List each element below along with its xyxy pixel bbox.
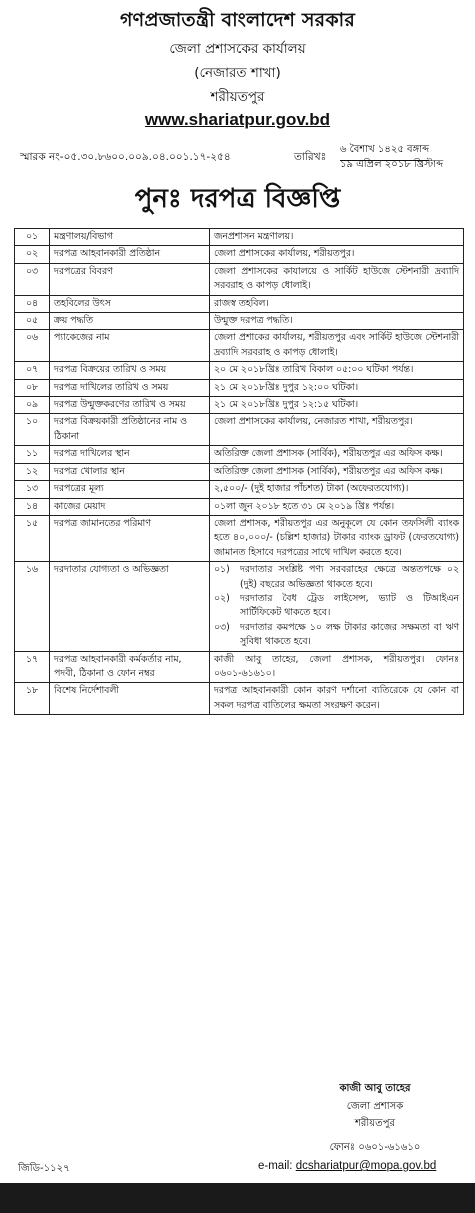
- website-link[interactable]: www.shariatpur.gov.bd: [144, 110, 331, 129]
- row-item: প্যাকেজের নাম: [50, 330, 210, 362]
- bottom-dark-bar: [0, 1183, 475, 1213]
- row-item: কাজের মেয়াদ: [50, 498, 210, 515]
- row-detail: রাজস্ব তহবিল।: [210, 295, 464, 312]
- row-serial: ১৬: [15, 562, 50, 651]
- row-item: দরপত্র আহবানকারী কর্মকর্তার নাম, পদবী, ঠিকানা ও ফোন নম্বর: [50, 651, 210, 683]
- memo-number: স্মারক নং-০৫.৩০.৮৬০০.০০৯.০৪.০০১.১৭-২৫৪: [20, 151, 231, 163]
- tender-details-table: [14, 228, 464, 715]
- row-detail: দরপত্র আহবানকারী কোন কারণ দর্শানো ব্যতিরেকে যে কোন বা সকল দরপত্র বাতিলের ক্ষমতা সংরক্ষণ করেন।: [210, 683, 464, 715]
- date-label: তারিখঃ: [294, 151, 327, 163]
- table-row: [15, 515, 464, 561]
- row-detail: জেলা প্রশাকের কার্যালয়, শরীয়তপুর এবং সার্কিট হাউজে স্টেশনারী দ্রব্যাদি সরবরাহ ও কাপড় ধোলাই।: [210, 330, 464, 362]
- row-item: ক্রয় পদ্ধতি: [50, 313, 210, 330]
- qualification-item: [214, 563, 459, 592]
- qualification-text: দরদাতার সংশ্লিষ্ট পণ্য সরবরাহের ক্ষেত্রে অন্ততপক্ষে ০২ (দুই) বছরের অভিজ্ঞতা থাকতে হবে।: [240, 564, 459, 590]
- qualification-text: দরদাতার কমপক্ষে ১০ লক্ষ টাকার কাজের সক্ষমতা বা ঋণ সুবিধা থাকতে হবে।: [240, 621, 459, 648]
- row-detail: জেলা প্রশাসকের কার্যালয়, নেজারত শাখা, শরীয়তপুর।: [210, 414, 464, 446]
- row-item: মন্ত্রণালয়/বিভাগ: [50, 229, 210, 246]
- row-detail: ০১লা জুন ২০১৮ হতে ৩১ মে ২০১৯ খ্রিঃ পর্যন্ত।: [210, 498, 464, 515]
- table-row: [15, 414, 464, 446]
- row-detail: জেলা প্রশাসকের কার্যালয়, শরীয়তপুর।: [210, 246, 464, 263]
- row-item: দরপত্র বিক্রয়ের তারিখ ও সময়: [50, 362, 210, 379]
- row-detail: জেলা প্রশাসক, শরীয়তপুর এর অনুকূলে যে কোন তফসিলী ব্যাংক হতে ৪০,০০০/- (চল্লিশ হাজার) টাকার ব্যাংক ড্রাফট (ফেরতযোগ্য) জামানত হিসাবে দরপত্রের সাথে দাখিল করতে হবে।: [210, 515, 464, 561]
- row-detail-qualifications: [210, 562, 464, 651]
- row-detail: কাজী আবু তাহের, জেলা প্রশাসক, শরীয়তপুর। ফোনঃ ০৬০১-৬১৬১০।: [210, 651, 464, 683]
- table-row: [15, 362, 464, 379]
- row-serial: ১০: [15, 414, 50, 446]
- table-row: [15, 229, 464, 246]
- row-detail: জেলা প্রশাসকের কাযালয়ে ও সার্কিট হাউজে স্টেশনারী দ্রব্যাদি সরবরাহ ও কাপড় ধোলাই।: [210, 263, 464, 295]
- row-detail: জনপ্রশাসন মন্ত্রণালয়।: [210, 229, 464, 246]
- table-row: [15, 498, 464, 515]
- signatory-name: কাজী আবু তাহের: [339, 1083, 411, 1094]
- table-row: [15, 446, 464, 463]
- row-serial: ১৪: [15, 498, 50, 515]
- row-detail: অতিরিক্ত জেলা প্রশাসক (সার্বিক), শরীয়তপুর এর অফিস কক্ষ।: [210, 446, 464, 463]
- signatory-district: শরীয়তপুর: [355, 1118, 395, 1129]
- date-bangla: ৬ বৈশাখ ১৪২৫ বঙ্গাব্দ: [340, 142, 429, 161]
- row-serial: ০৩: [15, 263, 50, 295]
- table-row: [15, 263, 464, 295]
- row-detail: ২১ মে ২০১৮খ্রিঃ দুপুর ১২:০০ ঘটিকা।: [210, 379, 464, 396]
- row-item: দরপত্র উন্মুক্তকরণের তারিখ ও সময়: [50, 397, 210, 414]
- row-detail: ২০ মে ২০১৮খ্রিঃ তারিখ বিকাল ০৫:০০ ঘটিকা পর্যন্ত।: [210, 362, 464, 379]
- qualification-item: [214, 592, 459, 621]
- row-serial: ১৩: [15, 481, 50, 498]
- table-row: [15, 246, 464, 263]
- email-line: [258, 1160, 436, 1172]
- row-serial: ০৯: [15, 397, 50, 414]
- table-row: [15, 651, 464, 683]
- row-serial: ০২: [15, 246, 50, 263]
- qualification-text: দরদাতার বৈধ ট্রেড লাইসেন্স, ভ্যাট ও টিআইএন সার্টিফিকেট থাকতে হবে।: [240, 592, 459, 619]
- signatory-designation: জেলা প্রশাসক: [346, 1101, 404, 1112]
- row-item: দরপত্রের বিবরণ: [50, 263, 210, 295]
- row-item: বিশেষ নির্দেশাবলী: [50, 683, 210, 715]
- row-serial: ১৫: [15, 515, 50, 561]
- table-row: [15, 379, 464, 396]
- table-row: [15, 481, 464, 498]
- district-name: শরীয়তপুর: [210, 89, 265, 105]
- signatory-phone: ফোনঃ ০৬০১-৬১৬১০: [329, 1142, 421, 1153]
- row-detail: উন্মুক্ত দরপত্র পদ্ধতি।: [210, 313, 464, 330]
- notice-title: পুনঃ দরপত্র বিজ্ঞপ্তি: [134, 184, 341, 214]
- row-serial: ০৭: [15, 362, 50, 379]
- row-detail: ২,৫০০/- (দুই হাজার পাঁচশত) টাকা (অফেরতযোগ্য)।: [210, 481, 464, 498]
- government-title: গণপ্রজাতন্ত্রী বাংলাদেশ সরকার: [120, 9, 355, 31]
- qualification-number: ০৩): [214, 621, 230, 633]
- row-item: দরপত্র দাখিলের তারিখ ও সময়: [50, 379, 210, 396]
- date-gregorian: ১৯ এপ্রিল ২০১৮ খ্রিস্টাব্দ: [340, 159, 444, 170]
- table-row: [15, 313, 464, 330]
- row-detail: অতিরিক্ত জেলা প্রশাসক (সার্বিক), শরীয়তপুর এর অফিস কক্ষ।: [210, 463, 464, 480]
- row-item: দরপত্র আহবানকারী প্রতিষ্ঠান: [50, 246, 210, 263]
- row-serial: ০৫: [15, 313, 50, 330]
- table-row: [15, 295, 464, 312]
- row-serial: ১২: [15, 463, 50, 480]
- qualification-item: [214, 621, 459, 650]
- row-item: দরপত্র দাখিলের স্থান: [50, 446, 210, 463]
- row-item: দরপত্র খোলার স্থান: [50, 463, 210, 480]
- table-row: [15, 463, 464, 480]
- row-serial: ০১: [15, 229, 50, 246]
- email-label: e-mail:: [258, 1160, 296, 1172]
- row-item: দরদাতার যোগ্যতা ও অভিজ্ঞতা: [50, 562, 210, 651]
- qualification-number: ০২): [214, 592, 230, 604]
- table-row: [15, 397, 464, 414]
- row-serial: ১৭: [15, 651, 50, 683]
- row-serial: ০৮: [15, 379, 50, 396]
- office-name: জেলা প্রশাসকের কার্যালয়: [169, 41, 306, 57]
- row-serial: ১৮: [15, 683, 50, 715]
- row-serial: ০৪: [15, 295, 50, 312]
- row-serial: ০৬: [15, 330, 50, 362]
- qualification-number: ০১): [214, 564, 230, 576]
- table-row: [15, 330, 464, 362]
- gd-reference: জিডি-১১২৭: [18, 1163, 70, 1174]
- row-item: দরপত্র জামানতের পরিমাণ: [50, 515, 210, 561]
- branch-name: (নেজারত শাখা): [194, 65, 281, 81]
- row-item: তহবিলের উৎস: [50, 295, 210, 312]
- row-detail: ২১ মে ২০১৮খ্রিঃ দুপুর ১২:১৫ ঘটিকা।: [210, 397, 464, 414]
- table-row: [15, 683, 464, 715]
- row-serial: ১১: [15, 446, 50, 463]
- row-item: দরপত্রের মূল্য: [50, 481, 210, 498]
- email-address[interactable]: dcshariatpur@mopa.gov.bd: [295, 1160, 437, 1172]
- table-row: [15, 562, 464, 651]
- row-item: দরপত্র বিক্রয়কারী প্রতিষ্ঠানের নাম ও ঠিকানা: [50, 414, 210, 446]
